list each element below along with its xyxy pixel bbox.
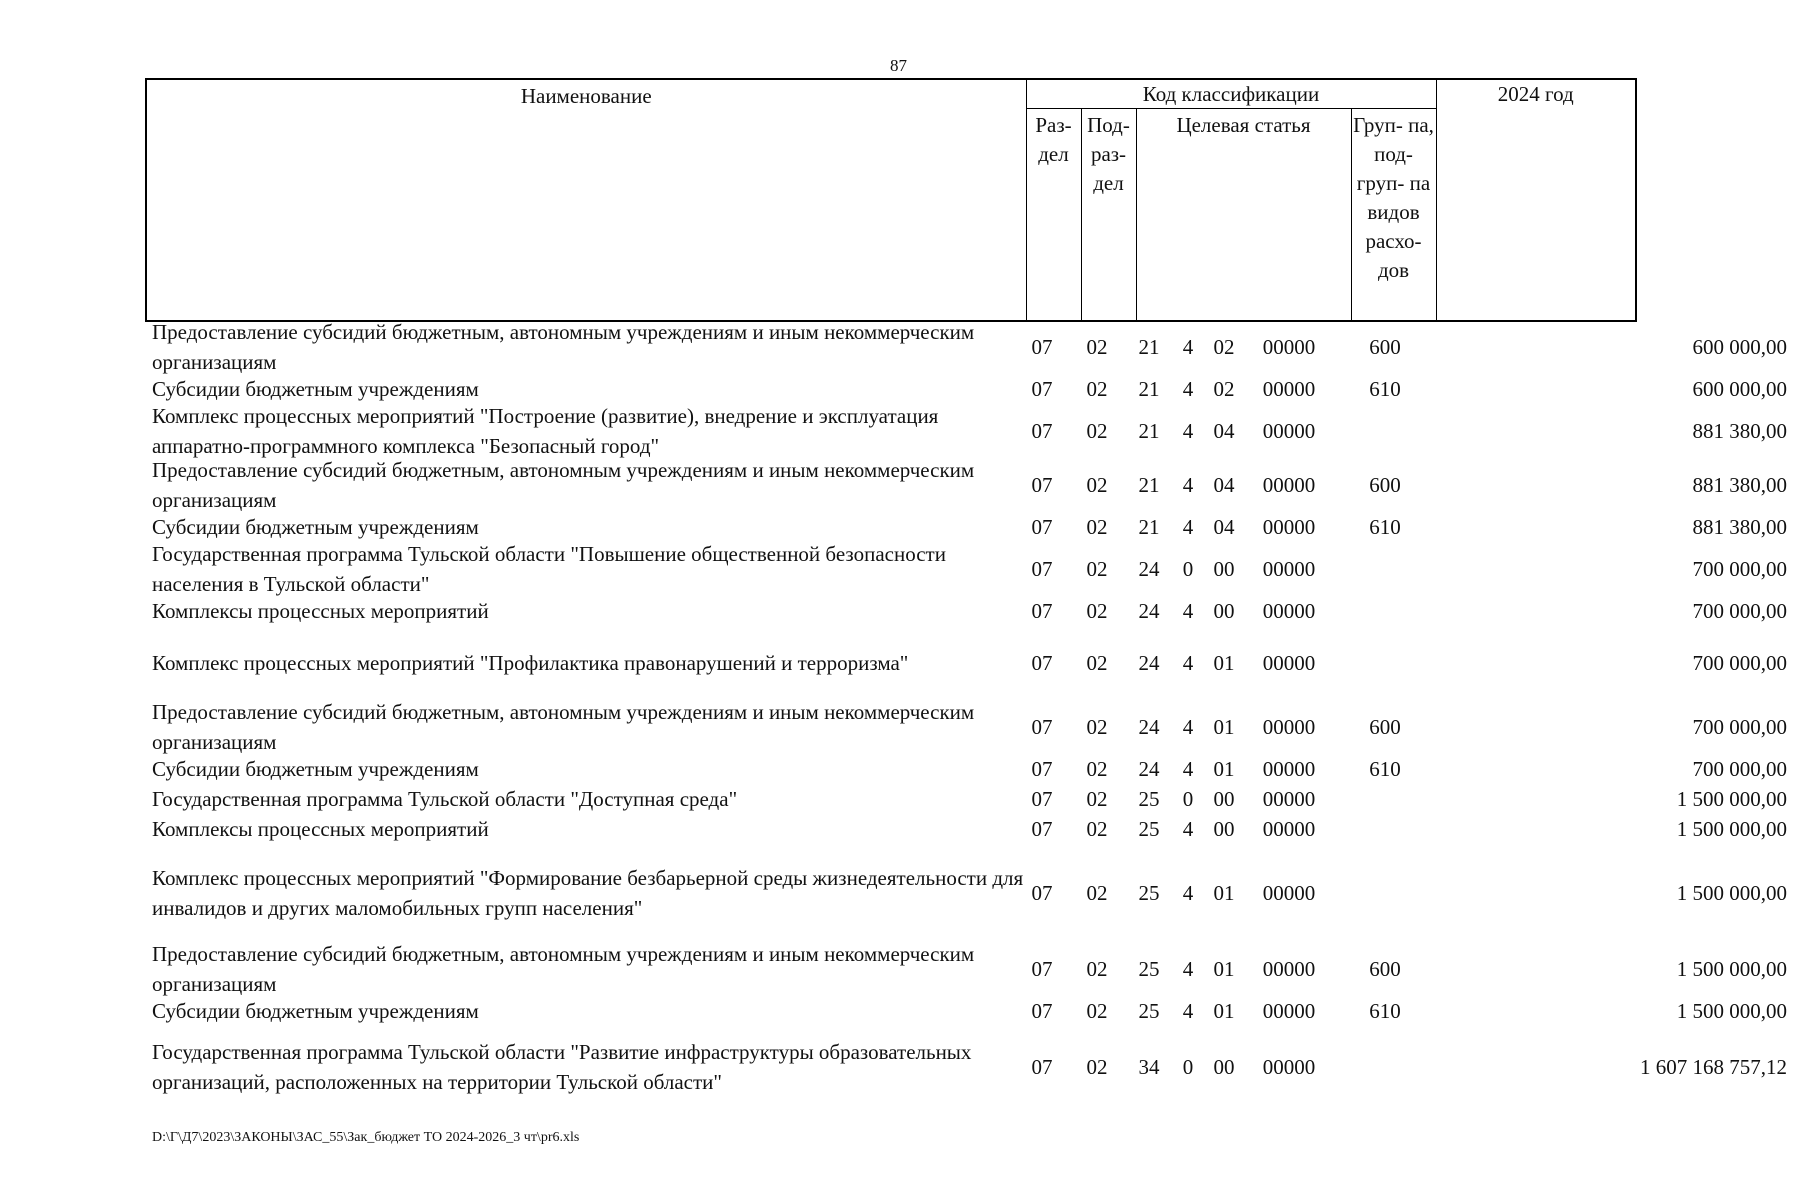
row-name: Предоставление субсидий бюджетным, автономным учреждениям и иным некоммерческим организациям — [152, 942, 975, 996]
row-b: 0 — [1182, 1054, 1194, 1079]
row-a: 25 — [1138, 786, 1160, 811]
row-podr: 02 — [1086, 376, 1108, 401]
row-c: 00 — [1213, 556, 1235, 581]
row-c: 04 — [1213, 418, 1235, 443]
row-a: 21 — [1138, 514, 1160, 539]
row-a: 21 — [1138, 472, 1160, 497]
row-podr: 02 — [1086, 786, 1108, 811]
row-a: 25 — [1138, 816, 1160, 841]
row-sum: 700 000,00 — [1692, 756, 1787, 781]
row-name: Предоставление субсидий бюджетным, автономным учреждениям и иным некоммерческим организациям — [152, 320, 975, 374]
row-a: 24 — [1138, 714, 1160, 739]
row-grp: 610 — [1369, 756, 1401, 781]
row-sum: 600 000,00 — [1692, 376, 1787, 401]
row-name: Предоставление субсидий бюджетным, автономным учреждениям и иным некоммерческим организациям — [152, 700, 975, 754]
row-razdel: 07 — [1031, 418, 1053, 443]
row-sum: 1 500 000,00 — [1676, 816, 1787, 841]
row-sum: 700 000,00 — [1692, 714, 1787, 739]
table-header — [145, 78, 1637, 322]
table-row — [145, 854, 1787, 932]
row-d: 00000 — [1262, 786, 1316, 811]
table-row — [145, 784, 1787, 814]
row-b: 4 — [1182, 418, 1194, 443]
row-podr: 02 — [1086, 514, 1108, 539]
row-sum: 1 500 000,00 — [1676, 956, 1787, 981]
row-name: Комплекс процессных мероприятий "Построение (развитие), внедрение и эксплуатация аппаратно-программного комплекса "Безопасный город" — [152, 404, 939, 458]
row-name: Государственная программа Тульской области "Доступная среда" — [152, 787, 738, 811]
row-a: 25 — [1138, 998, 1160, 1023]
row-b: 4 — [1182, 334, 1194, 359]
row-a: 21 — [1138, 418, 1160, 443]
header-group: Груп- па, под- груп- па видов расхо- дов — [1351, 109, 1436, 322]
row-sum: 1 500 000,00 — [1676, 880, 1787, 905]
header-razdel: Раз- дел — [1026, 109, 1081, 322]
row-razdel: 07 — [1031, 714, 1053, 739]
table-row — [145, 754, 1787, 784]
row-d: 00000 — [1262, 514, 1316, 539]
row-podr: 02 — [1086, 714, 1108, 739]
row-b: 4 — [1182, 598, 1194, 623]
row-a: 21 — [1138, 376, 1160, 401]
row-c: 01 — [1213, 956, 1235, 981]
header-podrazdel: Под- раз- дел — [1081, 109, 1136, 322]
row-name: Государственная программа Тульской области "Повышение общественной безопасности населения в Тульской области" — [152, 542, 946, 596]
row-d: 00000 — [1262, 956, 1316, 981]
row-a: 21 — [1138, 334, 1160, 359]
table-body — [145, 320, 1787, 1100]
table-row — [145, 942, 1787, 996]
row-podr: 02 — [1086, 598, 1108, 623]
row-sum: 600 000,00 — [1692, 334, 1787, 359]
row-d: 00000 — [1262, 598, 1316, 623]
row-c: 02 — [1213, 376, 1235, 401]
row-c: 00 — [1213, 816, 1235, 841]
row-name: Субсидии бюджетным учреждениям — [152, 515, 479, 539]
row-podr: 02 — [1086, 418, 1108, 443]
row-sum: 1 607 168 757,12 — [1640, 1054, 1787, 1079]
row-c: 04 — [1213, 514, 1235, 539]
row-b: 0 — [1182, 556, 1194, 581]
row-b: 4 — [1182, 880, 1194, 905]
header-year: 2024 год — [1436, 79, 1636, 321]
row-a: 34 — [1138, 1054, 1160, 1079]
row-grp: 600 — [1369, 714, 1401, 739]
row-c: 01 — [1213, 756, 1235, 781]
row-b: 4 — [1182, 514, 1194, 539]
row-podr: 02 — [1086, 556, 1108, 581]
row-c: 01 — [1213, 650, 1235, 675]
row-name: Субсидии бюджетным учреждениям — [152, 377, 479, 401]
row-razdel: 07 — [1031, 880, 1053, 905]
table-row — [145, 996, 1787, 1026]
row-c: 04 — [1213, 472, 1235, 497]
table-row — [145, 1034, 1787, 1100]
row-podr: 02 — [1086, 756, 1108, 781]
row-a: 24 — [1138, 756, 1160, 781]
row-a: 24 — [1138, 598, 1160, 623]
row-b: 4 — [1182, 650, 1194, 675]
header-name: Наименование — [146, 79, 1026, 321]
row-sum: 881 380,00 — [1692, 514, 1787, 539]
row-sum: 881 380,00 — [1692, 418, 1787, 443]
table-row — [145, 542, 1787, 596]
row-d: 00000 — [1262, 376, 1316, 401]
file-path-footer: D:\Г\Д7\2023\ЗАКОНЫ\ЗАС_55\Зак_бюджет ТО 2024-2026_3 чт\pr6.xls — [152, 1130, 580, 1145]
row-a: 24 — [1138, 556, 1160, 581]
table-row — [145, 512, 1787, 542]
row-name: Государственная программа Тульской области "Развитие инфраструктуры образовательных организаций, расположенных на территории Тульской области" — [152, 1040, 972, 1094]
row-b: 4 — [1182, 472, 1194, 497]
row-b: 4 — [1182, 714, 1194, 739]
row-b: 4 — [1182, 998, 1194, 1023]
row-d: 00000 — [1262, 1054, 1316, 1079]
row-c: 02 — [1213, 334, 1235, 359]
row-sum: 700 000,00 — [1692, 650, 1787, 675]
row-sum: 700 000,00 — [1692, 598, 1787, 623]
row-sum: 881 380,00 — [1692, 472, 1787, 497]
row-c: 00 — [1213, 598, 1235, 623]
row-d: 00000 — [1262, 650, 1316, 675]
row-razdel: 07 — [1031, 1054, 1053, 1079]
row-c: 01 — [1213, 714, 1235, 739]
row-name: Предоставление субсидий бюджетным, автономным учреждениям и иным некоммерческим организациям — [152, 458, 975, 512]
header-code: Код классификации — [1026, 79, 1436, 109]
row-b: 4 — [1182, 376, 1194, 401]
row-a: 25 — [1138, 880, 1160, 905]
row-d: 00000 — [1262, 472, 1316, 497]
row-razdel: 07 — [1031, 556, 1053, 581]
row-podr: 02 — [1086, 472, 1108, 497]
row-grp: 600 — [1369, 956, 1401, 981]
table-row — [145, 458, 1787, 512]
row-d: 00000 — [1262, 418, 1316, 443]
row-podr: 02 — [1086, 816, 1108, 841]
row-d: 00000 — [1262, 334, 1316, 359]
table-row — [145, 700, 1787, 754]
row-d: 00000 — [1262, 998, 1316, 1023]
row-c: 01 — [1213, 880, 1235, 905]
row-razdel: 07 — [1031, 956, 1053, 981]
row-razdel: 07 — [1031, 472, 1053, 497]
row-grp: 600 — [1369, 334, 1401, 359]
row-podr: 02 — [1086, 334, 1108, 359]
row-podr: 02 — [1086, 998, 1108, 1023]
row-podr: 02 — [1086, 1054, 1108, 1079]
row-sum: 1 500 000,00 — [1676, 786, 1787, 811]
row-name: Комплексы процессных мероприятий — [152, 817, 489, 841]
row-d: 00000 — [1262, 816, 1316, 841]
row-d: 00000 — [1262, 756, 1316, 781]
table-row — [145, 596, 1787, 626]
row-name: Субсидии бюджетным учреждениям — [152, 757, 479, 781]
row-razdel: 07 — [1031, 786, 1053, 811]
row-podr: 02 — [1086, 650, 1108, 675]
row-razdel: 07 — [1031, 650, 1053, 675]
row-name: Комплексы процессных мероприятий — [152, 599, 489, 623]
row-razdel: 07 — [1031, 756, 1053, 781]
row-razdel: 07 — [1031, 334, 1053, 359]
row-grp: 610 — [1369, 376, 1401, 401]
row-razdel: 07 — [1031, 998, 1053, 1023]
row-c: 01 — [1213, 998, 1235, 1023]
row-razdel: 07 — [1031, 816, 1053, 841]
table-row — [145, 320, 1787, 374]
row-razdel: 07 — [1031, 598, 1053, 623]
table-row — [145, 404, 1787, 458]
row-podr: 02 — [1086, 956, 1108, 981]
table-row — [145, 634, 1787, 692]
table-row — [145, 814, 1787, 844]
row-name: Комплекс процессных мероприятий "Формирование безбарьерной среды жизнедеятельности для инвалидов и других маломобильных групп населения" — [152, 866, 1024, 920]
row-b: 4 — [1182, 756, 1194, 781]
row-podr: 02 — [1086, 880, 1108, 905]
table-row — [145, 374, 1787, 404]
row-sum: 700 000,00 — [1692, 556, 1787, 581]
row-name: Субсидии бюджетным учреждениям — [152, 999, 479, 1023]
row-c: 00 — [1213, 786, 1235, 811]
row-d: 00000 — [1262, 556, 1316, 581]
row-b: 0 — [1182, 786, 1194, 811]
row-sum: 1 500 000,00 — [1676, 998, 1787, 1023]
row-grp: 600 — [1369, 472, 1401, 497]
row-a: 25 — [1138, 956, 1160, 981]
row-b: 4 — [1182, 956, 1194, 981]
page-number-text: 87 — [890, 56, 907, 75]
row-d: 00000 — [1262, 880, 1316, 905]
row-b: 4 — [1182, 816, 1194, 841]
row-razdel: 07 — [1031, 514, 1053, 539]
row-grp: 610 — [1369, 998, 1401, 1023]
row-c: 00 — [1213, 1054, 1235, 1079]
row-a: 24 — [1138, 650, 1160, 675]
row-d: 00000 — [1262, 714, 1316, 739]
row-razdel: 07 — [1031, 376, 1053, 401]
header-target: Целевая статья — [1136, 109, 1351, 322]
row-name: Комплекс процессных мероприятий "Профилактика правонарушений и терроризма" — [152, 651, 909, 675]
row-grp: 610 — [1369, 514, 1401, 539]
